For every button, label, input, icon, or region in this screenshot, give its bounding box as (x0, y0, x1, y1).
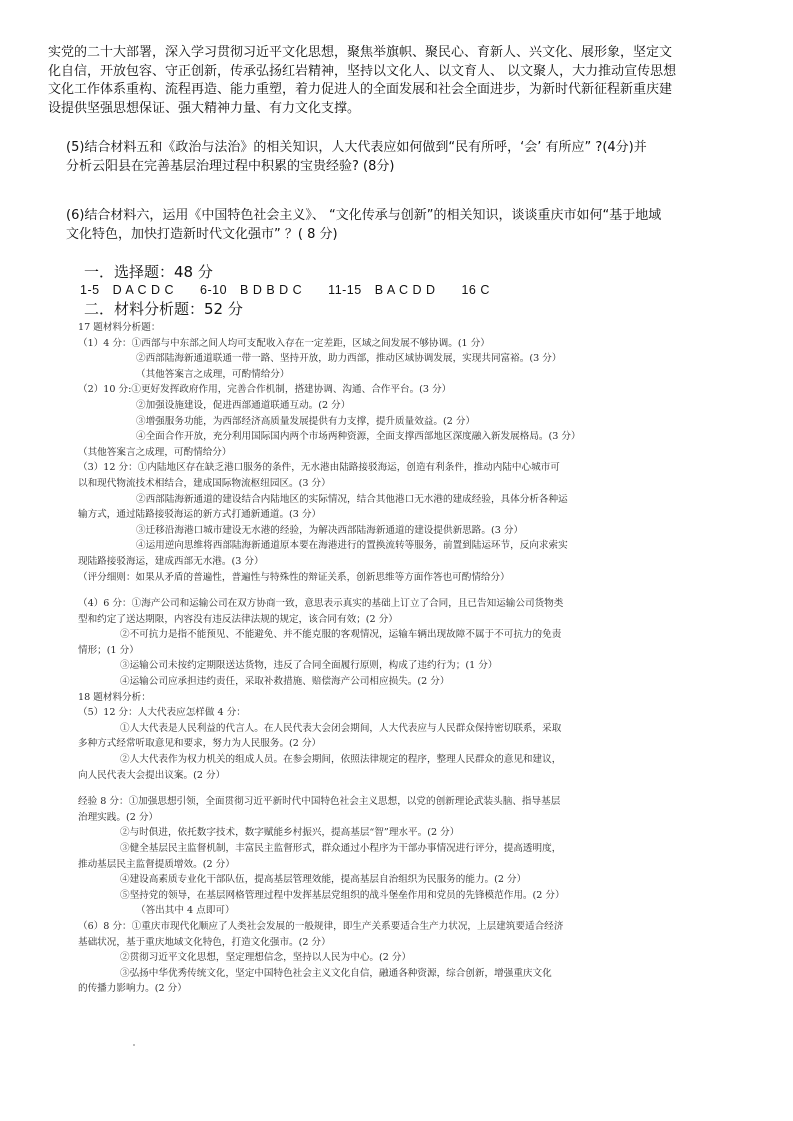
answer-line: 型和约定了送达期限，内容没有违反法律法规的规定，该合同有效；(2 分） (78, 613, 398, 625)
section-title-material-analysis: 二．材料分析题：52 分 (84, 300, 243, 318)
mc-answer-group: 1-5 D A C D C (80, 283, 175, 297)
text-line: 分析云阳县在完善基层治理过程中积累的宝贵经验? (8分) (66, 159, 395, 174)
text-line: 化自信，开放包容、守正创新，传承弘扬红岩精神，坚持以文化人、以文育人、 以文聚人，大力推动宣传思想 (48, 63, 677, 79)
answer-line: 基础状况，基于重庆地域文化特色，打造文化强市。(2 分） (78, 936, 331, 948)
answer-line: （其他答案言之成理，可酌情给分） (78, 446, 232, 458)
answer-line: ①人大代表是人民利益的代言人。在人民代表大会闭会期间，人大代表应与人民群众保持密切联系，采取 (120, 722, 562, 734)
mc-answer-group: 6-10 B D B D C (200, 283, 303, 297)
answer-line: （6）8 分：①重庆市现代化顺应了人类社会发展的一般规律，即生产关系要适合生产力状况，上层建筑要适合经济 (78, 920, 564, 932)
answer-line: ②人大代表作为权力机关的组成人员。在参会期间，依照法律规定的程序，整理人民群众的意见和建议， (120, 754, 562, 766)
question-5 (66, 138, 756, 176)
answer-line: 经验 8 分：①加强思想引领，全面贯彻习近平新时代中国特色社会主义思想，以党的创新理论武装头脑、指导基层 (78, 796, 561, 808)
mc-answer-group: 16 C (461, 283, 490, 297)
answer-line: （2）10 分:①更好发挥政府作用，完善合作机制，搭建协调、沟通、合作平台。(3 分） (78, 384, 452, 396)
answer-line: 治理实践。(2 分） (78, 811, 159, 823)
answer-line: ④运用逆向思维将西部陆海新通道原本要在海港进行的置换流转等服务，前置到陆运环节，反向求索实 (136, 540, 568, 552)
answer-line: 的传播力影响力。(2 分） (78, 983, 187, 995)
text-line: 实党的二十大部署，深入学习贯彻习近平文化思想，聚焦举旗帜、聚民心、育新人、兴文化、展形象，坚定文 (48, 45, 673, 60)
answer-line: ③迁移沿海港口城市建设无水港的经验，为解决西部陆海新通道的建设提供新思路。(3 分） (136, 524, 524, 536)
answer-key (78, 320, 738, 997)
answer-line: （1）4 分：①西部与中东部之间人均可支配收入存在一定差距，区域之间发展不够协调。(1 分） (78, 337, 490, 349)
answer-line: （其他答案言之成理，可酌情给分） (136, 368, 290, 380)
answer-line: ③弘扬中华优秀传统文化，坚定中国特色社会主义文化自信，融通各种资源，综合创新，增强重庆文化 (120, 967, 552, 979)
text-line: (5)结合材料五和《政治与法治》的相关知识，人大代表应如何做到“民有所呼，‘会’ 有所应” ?(4分)并 (66, 140, 647, 155)
answer-line: 输方式，通过陆路接驳海运的新方式打通新通道。(3 分） (78, 509, 322, 521)
text-line: 文化工作体系重构、流程再造、能力重塑，着力促进人的全面发展和社会全面进步，为新时代新征程新重庆建 (48, 82, 673, 98)
mc-answer-group: 11-15 B A C D D (328, 283, 436, 297)
answer-line: 多种方式经常听取意见和要求，努力为人民服务。(2 分） (78, 738, 322, 750)
text-line: 设提供坚强思想保证、强大精神力量、有力文化支撑。 (48, 100, 361, 116)
answer-line: ②加强设施建设，促进西部通道联通互动。(2 分） (136, 399, 351, 411)
answer-line: ④全面合作开放，充分利用国际国内两个市场两种资源，全面支撑西部地区深度融入新发展格局。(3 分） (136, 431, 581, 443)
question-heading: 17 题材料分析题： (78, 322, 161, 333)
answer-line: （5）12 分：人大代表应怎样做 4 分： (78, 707, 246, 719)
answer-line: ④建设高素质专业化干部队伍，提高基层管理效能，提高基层自治组织为民服务的能力。(2 分） (120, 874, 527, 886)
answer-line: ④运输公司应承担违约责任，采取补救措施、赔偿海产公司相应损失。(2 分） (120, 676, 450, 688)
mc-answer-row (80, 282, 512, 298)
text-line: 文化特色，加快打造新时代文化强市” ？( 8 分) (66, 227, 338, 242)
answer-line: ②西部陆海新通道联通一带一路、坚持开放，助力西部，推动区域协调发展，实现共同富裕。(3 分） (136, 353, 562, 365)
page-speck (133, 1044, 135, 1046)
answer-line: （评分细则：如果从矛盾的普遍性，普遍性与特殊性的辩证关系，创新思维等方面作答也可酌情给分） (78, 571, 510, 583)
answer-line: ③增强服务功能，为西部经济高质量发展提供有力支撑，提升质量效益。(2 分） (136, 415, 476, 427)
lead-paragraph (48, 44, 748, 118)
answer-line: （3）12 分：①内陆地区存在缺乏港口服务的条件，无水港由陆路接驳海运，创造有利条件，推动内陆中心城市可 (78, 462, 560, 474)
answer-line: （4）6 分：①海产公司和运输公司在双方协商一致，意思表示真实的基础上订立了合同，且已告知运输公司货物类 (78, 598, 564, 610)
text-line: (6)结合材料六，运用《中国特色社会主义》、 “文化传承与创新”的相关知识，谈谈重庆市如何“基于地域 (66, 208, 662, 223)
answer-line: 向人民代表大会提出议案。(2 分） (78, 769, 226, 781)
question-6 (66, 206, 756, 244)
answer-line: 现陆路接驳海运，建成西部无水港。(3 分） (78, 555, 264, 567)
answer-line: 以和现代物流技术相结合，建成国际物流枢纽园区。(3 分） (78, 477, 331, 489)
answer-line: 推动基层民主监督提质增效。(2 分） (78, 858, 235, 870)
answer-line: ③运输公司未按约定期限送达货物，违反了合同全面履行原则，构成了违约行为；(1 分） (120, 660, 498, 672)
answer-line: ②与时俱进，依托数字技术，数字赋能乡村振兴，提高基层“智”理水平。(2 分） (120, 827, 460, 839)
answer-line: 情形；(1 分） (78, 644, 139, 656)
answer-line: ⑤坚持党的领导，在基层网格管理过程中发挥基层党组织的战斗堡垒作用和党员的先锋模范作用。(2 分） (120, 889, 565, 901)
section-title-multiple-choice: 一．选择题：48 分 (84, 263, 213, 281)
answer-line: ②不可抗力是指不能预见、不能避免、并不能克服的客观情况，运输车辆出现故障不属于不可抗力的免责 (120, 629, 562, 641)
answer-line: ②贯彻习近平文化思想，坚定理想信念，坚持以人民为中心。(2 分） (120, 952, 412, 964)
answer-line: ③健全基层民主监督机制，丰富民主监督形式，群众通过小程序为干部办事情况进行评分，提高透明度， (120, 843, 562, 854)
question-heading: 18 题材料分析： (78, 691, 151, 703)
answer-line: ②西部陆海新通道的建设结合内陆地区的实际情况，结合其他港口无水港的建成经验，具体分析各种运 (136, 493, 568, 505)
answer-line: （答出其中 4 点即可） (136, 905, 235, 917)
